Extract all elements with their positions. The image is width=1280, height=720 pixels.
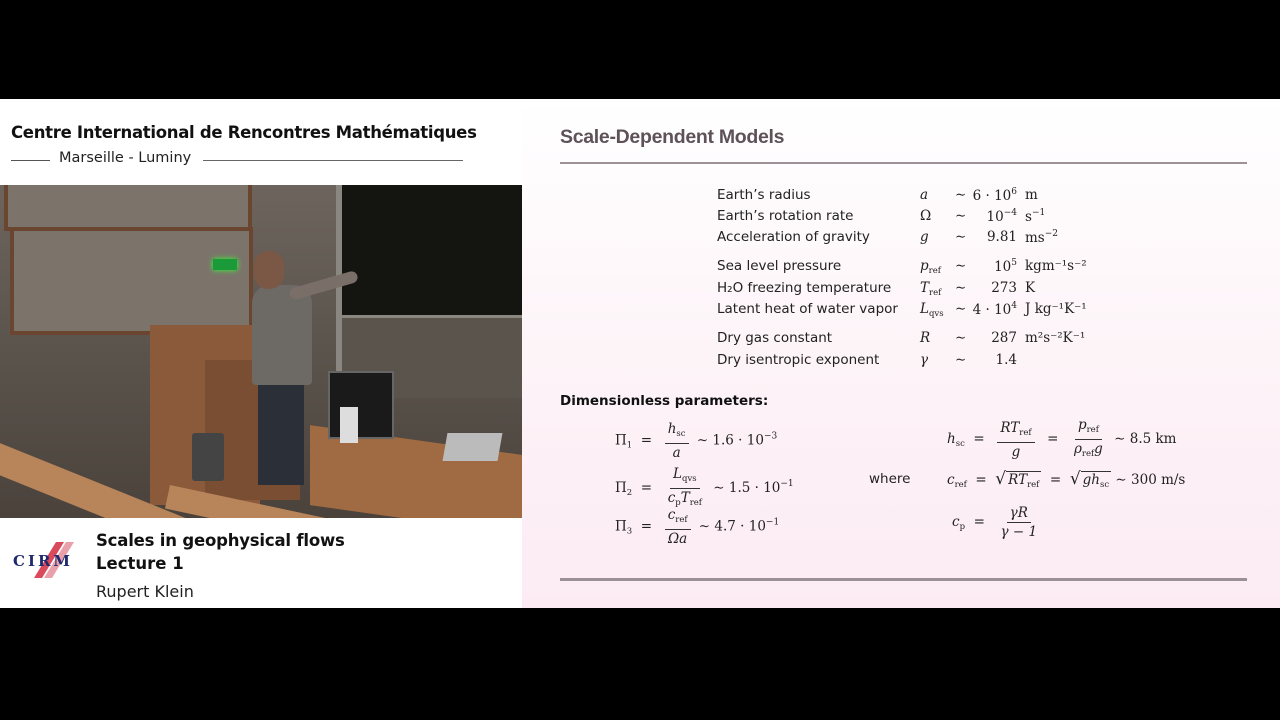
where-label: where — [869, 471, 911, 487]
constant-label: Acceleration of gravity — [717, 229, 870, 245]
left-panel — [0, 99, 522, 608]
svg-text:CIRM: CIRM — [13, 552, 74, 570]
monitor-stand — [340, 407, 358, 443]
slide — [522, 99, 1280, 608]
constant-label: Earth’s radius — [717, 187, 811, 203]
org-header — [0, 99, 522, 186]
approx-sign: ∼ — [955, 187, 967, 203]
trash-bin — [192, 433, 224, 481]
constant-value: 1.4 — [995, 352, 1017, 368]
approx-sign: ∼ — [955, 280, 967, 296]
constant-symbol: $L_{qvs}$ — [920, 301, 944, 319]
constant-value: $10^{-4}$ — [986, 208, 1017, 225]
exit-sign — [213, 259, 237, 270]
lecture-title: Scales in geophysical flows — [96, 531, 345, 550]
constant-unit: m — [1025, 187, 1038, 203]
divider-line — [203, 160, 463, 161]
constant-label: Latent heat of water vapor — [717, 301, 898, 317]
approx-sign: ∼ — [955, 208, 967, 224]
dimensionless-heading: Dimensionless parameters: — [560, 393, 769, 409]
constant-label: Dry gas constant — [717, 330, 833, 346]
speaker-body — [252, 285, 312, 385]
org-subtitle-row — [11, 150, 463, 170]
constant-value: 273 — [991, 280, 1017, 296]
constant-unit: kgm⁻¹s⁻² — [1025, 258, 1087, 274]
constant-value: 9.81 — [986, 229, 1017, 245]
constant-symbol: $T_{ref}$ — [920, 280, 942, 298]
speaker-legs — [258, 380, 304, 485]
constant-symbol: R — [920, 330, 931, 346]
constant-symbol: γ — [920, 352, 929, 368]
laptop — [443, 433, 503, 461]
approx-sign: ∼ — [955, 330, 967, 346]
monitor — [328, 371, 394, 439]
equation-pi3: $\Pi_3$ = $\frac{c_{ref}}{\Omega a}$ ∼ $4.7 \cdot 10^{-1}$ — [615, 507, 780, 547]
equation-hsc: $h_{sc}$ = $\frac{RT_{ref}}{g}$ = $\frac{p_{ref}}{\rho_{ref}g}$ ∼ 8.5 km — [947, 417, 1177, 460]
constant-value: 287 — [991, 330, 1017, 346]
approx-sign: ∼ — [955, 258, 967, 274]
constant-unit: $ms^{-2}$ — [1025, 229, 1059, 246]
constant-symbol: a — [920, 187, 929, 203]
constant-unit: $s^{-1}$ — [1025, 208, 1046, 225]
approx-sign: ∼ — [955, 301, 967, 317]
constant-unit: J kg⁻¹K⁻¹ — [1025, 301, 1087, 317]
equation-cp: $c_p$ = $\frac{\gamma R}{\gamma - 1}$ — [952, 505, 1038, 540]
constant-value: $4 \cdot 10^4$ — [972, 301, 1017, 318]
speaker-camera-view — [0, 185, 522, 518]
footer-rule — [560, 578, 1247, 581]
slide-title: Scale-Dependent Models — [560, 126, 785, 148]
lecture-number: Lecture 1 — [96, 554, 184, 573]
wall-panel — [4, 185, 252, 231]
lecture-info — [0, 518, 522, 608]
constant-symbol: g — [920, 229, 929, 245]
divider-line — [11, 160, 50, 161]
equation-pi1: $\Pi_1$ = $\frac{h_{sc}}{a}$ ∼ $1.6 \cdot 10^{-3}$ — [615, 421, 778, 461]
constant-label: Earth’s rotation rate — [717, 208, 854, 224]
constant-value: $6 \cdot 10^6$ — [972, 187, 1017, 204]
title-rule — [560, 162, 1247, 164]
constant-label: Dry isentropic exponent — [717, 352, 880, 368]
speaker-name: Rupert Klein — [96, 582, 194, 601]
approx-sign: ∼ — [955, 229, 967, 245]
constant-symbol: Ω — [920, 208, 932, 224]
speaker-head — [254, 251, 284, 289]
video-frame — [0, 99, 1280, 608]
blackboard — [336, 185, 522, 315]
cirm-logo-icon — [12, 538, 78, 582]
equation-cref: $c_{ref}$ = √ $RT_{ref}$ = √ $gh_{sc}$ ∼ 300 m/s — [947, 469, 1186, 490]
constant-value: $10^5$ — [994, 258, 1017, 275]
approx-sign: ∼ — [955, 352, 967, 368]
wall-panel — [10, 227, 253, 335]
constant-symbol: $p_{ref}$ — [920, 258, 941, 276]
constant-unit: m²s⁻²K⁻¹ — [1025, 330, 1086, 346]
org-title: Centre International de Rencontres Mathématiques — [11, 123, 477, 142]
constant-unit: K — [1025, 280, 1036, 296]
equation-pi2: $\Pi_2$ = $\frac{L_{qvs}}{c_pT_{ref}}$ ∼ $1.5 \cdot 10^{-1}$ — [615, 466, 794, 508]
constant-label: H₂O freezing temperature — [717, 280, 892, 296]
constant-label: Sea level pressure — [717, 258, 842, 274]
org-subtitle: Marseille - Luminy — [59, 150, 192, 166]
